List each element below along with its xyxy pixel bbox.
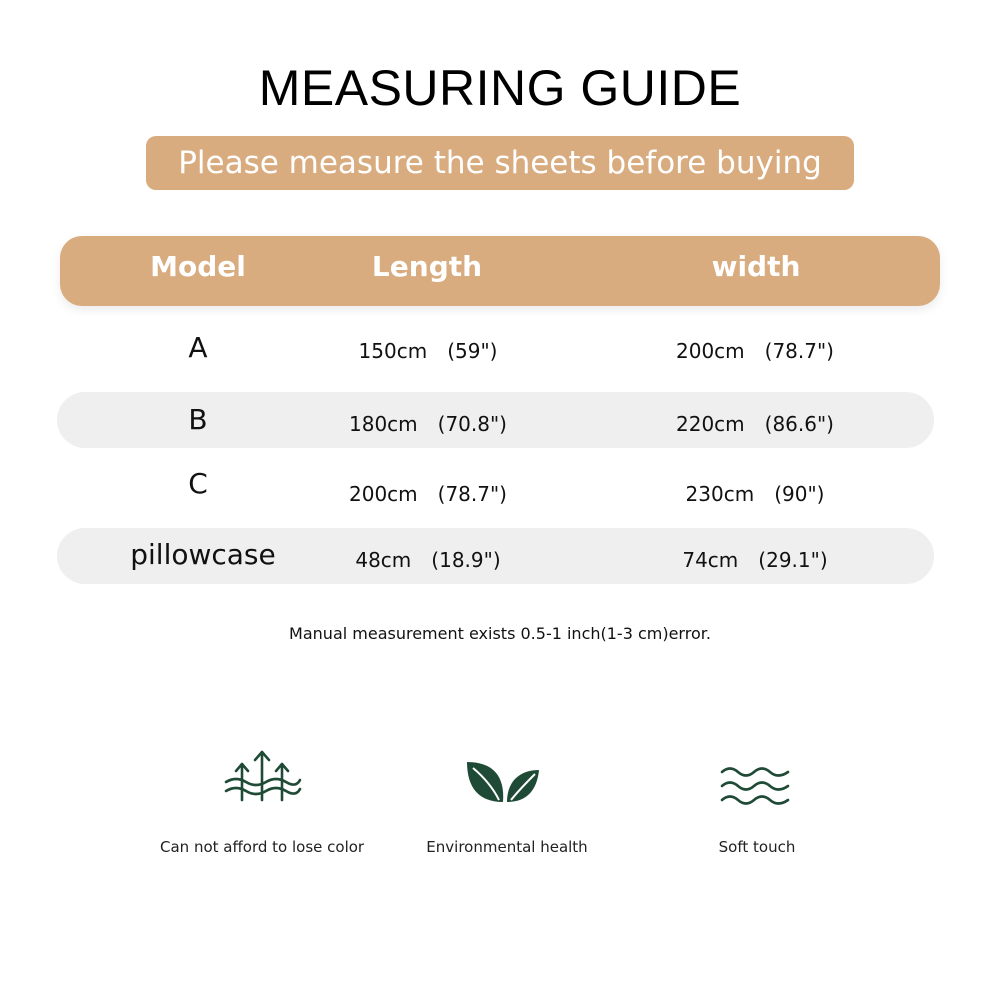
row-model: C: [188, 467, 208, 500]
header-width: width: [711, 250, 801, 283]
row-width: 74cm (29.1"): [682, 548, 828, 572]
row-length: 200cm (78.7"): [349, 482, 507, 506]
header-length: Length: [371, 250, 483, 283]
row-model: A: [188, 331, 208, 364]
leaves-icon: [465, 760, 541, 808]
subtitle-banner: [146, 136, 854, 190]
table-header: [60, 236, 940, 306]
feature-label: Soft touch: [718, 838, 796, 856]
row-length: 180cm (70.8"): [349, 412, 507, 436]
measurement-note: Manual measurement exists 0.5-1 inch(1-3 cm)error.: [289, 624, 711, 643]
row-width: 200cm (78.7"): [676, 339, 834, 363]
row-width: 230cm (90"): [685, 482, 825, 506]
feature-label: Can not afford to lose color: [160, 838, 365, 856]
page-title: MEASURING GUIDE: [258, 60, 742, 116]
row-length: 48cm (18.9"): [355, 548, 501, 572]
header-model: Model: [150, 250, 246, 283]
subtitle-text: Please measure the sheets before buying: [178, 145, 822, 181]
arrows-up-waves-icon: [222, 748, 302, 808]
feature-label: Environmental health: [426, 838, 588, 856]
row-length: 150cm (59"): [358, 339, 498, 363]
waves-icon: [720, 764, 790, 814]
row-model: B: [188, 403, 208, 436]
row-width: 220cm (86.6"): [676, 412, 834, 436]
row-model: pillowcase: [130, 538, 276, 571]
